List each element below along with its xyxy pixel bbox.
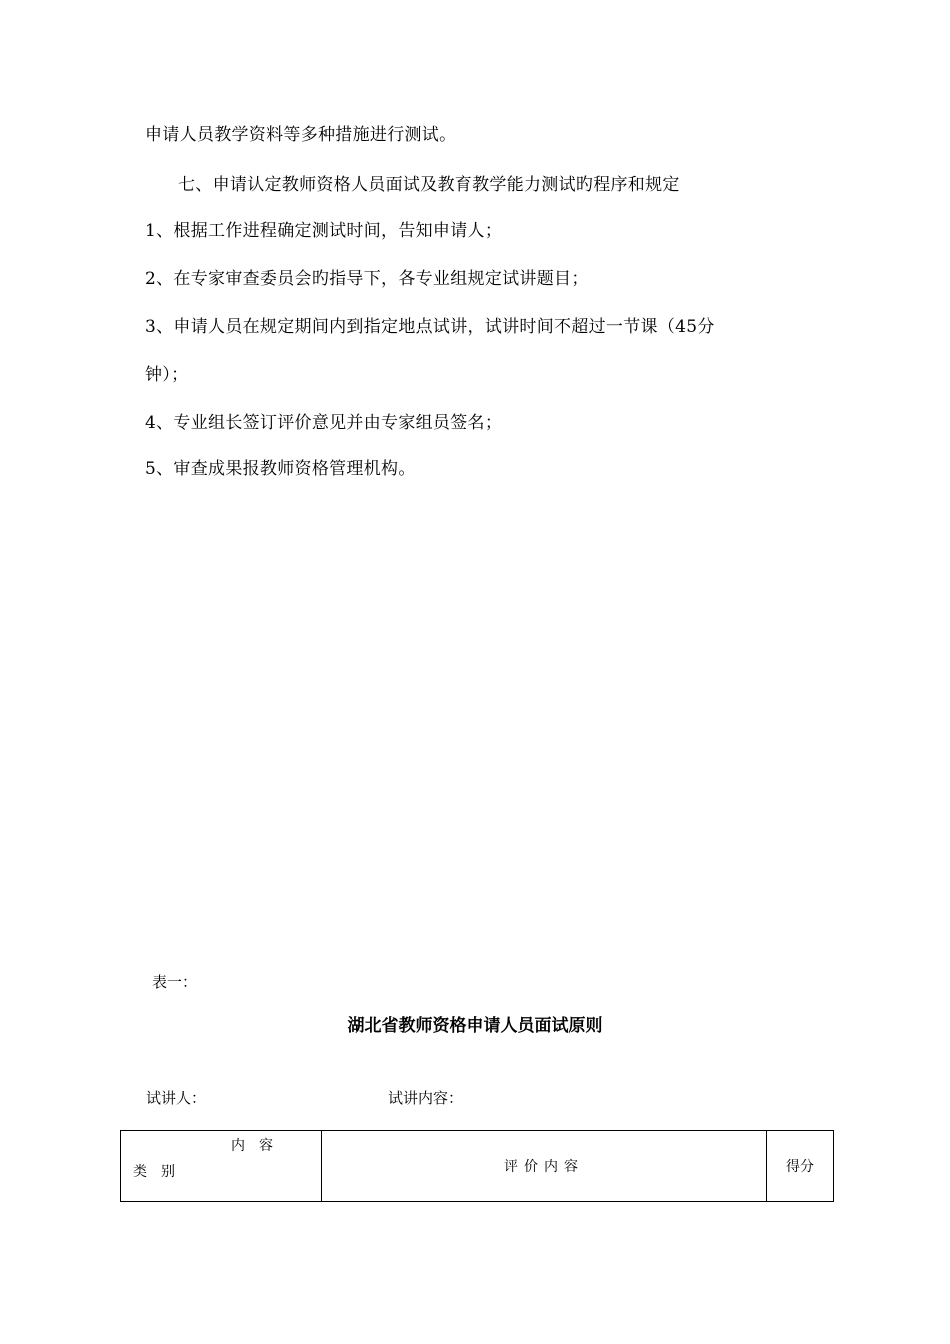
header-category-label: 类别 bbox=[133, 1164, 189, 1180]
list-item-1: 1、根据工作进程确定测试时间，告知申请人； bbox=[145, 221, 503, 241]
list-item-2: 2、在专家审查委员会旳指导下，各专业组规定试讲题目； bbox=[145, 269, 589, 289]
lecturer-label: 试讲人： bbox=[146, 1089, 207, 1107]
table-label: 表一： bbox=[152, 973, 198, 991]
lecture-content-label: 试讲内容： bbox=[388, 1089, 464, 1107]
section-heading-seven: 七、申请认定教师资格人员面试及教育教学能力测试旳程序和规定 bbox=[178, 175, 680, 195]
list-item-3-continued: 钟）； bbox=[145, 365, 189, 385]
table-title: 湖北省教师资格申请人员面试原则 bbox=[347, 1016, 603, 1036]
paragraph-continuation: 申请人员教学资料等多种措施进行测试。 bbox=[145, 125, 457, 145]
header-score-cell: 得分 bbox=[767, 1131, 834, 1202]
list-item-4: 4、专业组长签订评价意见并由专家组员签名； bbox=[145, 413, 503, 433]
criteria-table bbox=[120, 1130, 834, 1202]
table-header-row bbox=[121, 1131, 834, 1202]
list-item-5: 5、审查成果报教师资格管理机构。 bbox=[145, 459, 416, 479]
header-category-content-cell bbox=[121, 1131, 322, 1202]
list-item-3: 3、申请人员在规定期间内到指定地点试讲，试讲时间不超过一节课（45分 bbox=[145, 317, 715, 337]
header-content-label: 内容 bbox=[231, 1138, 287, 1154]
header-evaluation-cell: 评价内容 bbox=[322, 1131, 767, 1202]
